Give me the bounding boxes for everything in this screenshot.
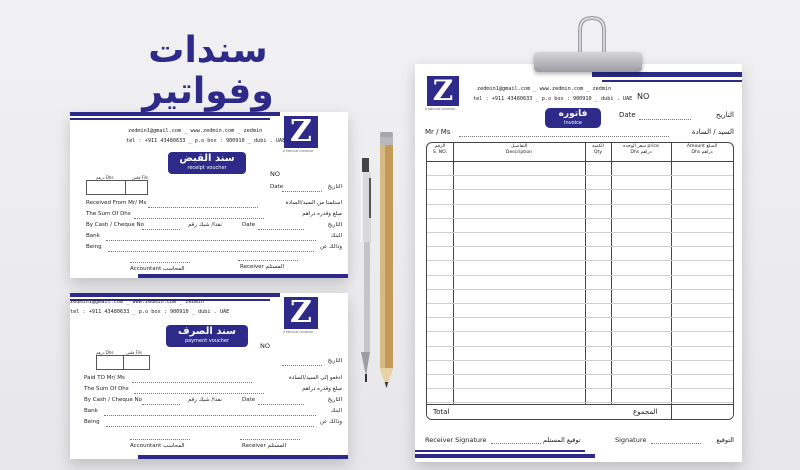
- accountant-label: Accountant المحاسب: [130, 443, 185, 449]
- amount-box-label-dhs: درهم Dhs: [96, 350, 114, 355]
- header-unit-price: سعر الوحده price Dhs دراهم: [623, 144, 659, 155]
- title-english: Invoice: [564, 120, 582, 126]
- cheque-label: By Cash / Cheque No: [84, 397, 142, 403]
- receiver-signature-label: Receiver Signature: [425, 436, 487, 444]
- signature-line[interactable]: [651, 443, 701, 444]
- customer-label-ar: السيد / السادة: [691, 128, 734, 136]
- company-logo: Z: [427, 76, 459, 106]
- voucher-title-badge: [166, 325, 248, 347]
- signature-label-ar: التوقيع: [716, 436, 734, 444]
- accountant-signature-line[interactable]: [130, 439, 190, 440]
- table-row[interactable]: [427, 388, 733, 389]
- date-label-en: Date: [619, 111, 636, 119]
- table-row[interactable]: [427, 232, 733, 233]
- receiver-signature-line[interactable]: [238, 260, 298, 261]
- number-label: NO: [270, 170, 280, 178]
- table-row[interactable]: [427, 218, 733, 219]
- number-label: NO: [260, 342, 270, 350]
- receiver-label: Receiver المستلم: [240, 264, 284, 270]
- table-row[interactable]: [427, 289, 733, 290]
- date-label-ar: التاريخ: [715, 111, 734, 119]
- bottom-stripe: [70, 451, 348, 459]
- accountant-label: Accountant المحاسب: [130, 266, 185, 272]
- received-from-label: Received From Mr/ Ms: [86, 200, 147, 206]
- contact-line-1: zedmin1@gmail.com _ www.zedmin.com _ zedmin: [477, 86, 612, 92]
- bottom-stripe: [415, 454, 595, 458]
- logo-caption: Z MEDIAN COMPANY: [283, 330, 314, 334]
- being-label: Being: [86, 244, 102, 250]
- receipt-voucher: [70, 112, 348, 278]
- sum-label: The Sum Of Dhs: [86, 211, 131, 217]
- table-row[interactable]: [427, 260, 733, 261]
- date-label-ar: التاريخ: [327, 358, 342, 364]
- bank-label: Bank: [86, 233, 100, 239]
- contact-line-2: tel : +911 43480633 _ p.o box : 900910 _ dubi . UAE: [70, 309, 230, 315]
- sum-label-ar: مبلغ وقدره دراهم: [302, 211, 342, 217]
- bottom-stripe-thin: [415, 450, 585, 452]
- binder-clip-icon: [574, 16, 610, 56]
- received-from-field[interactable]: [148, 207, 258, 208]
- amount-box[interactable]: [96, 355, 150, 370]
- header-sno: الرقم S. NO.: [432, 144, 448, 155]
- logo-caption: Z MEDIAN COMPANY: [283, 149, 314, 153]
- header-amount: Amount المبلغ Dhs دراهم: [686, 144, 718, 155]
- amount-box-label-dhs: درهم Dhs: [96, 175, 114, 180]
- date-label-ar: التاريخ: [327, 184, 342, 190]
- title-arabic: سند الصرف: [177, 326, 237, 337]
- signature-label: Signature: [615, 436, 647, 444]
- sum-label: The Sum Of Dhs: [84, 386, 129, 392]
- received-from-label-ar: استلمنا من السيد/السادة: [285, 200, 342, 206]
- bank-label-ar: البنك: [330, 233, 342, 239]
- total-label-ar: المجموع: [633, 408, 658, 416]
- paid-to-field[interactable]: [132, 382, 252, 383]
- cheque-date-label-ar: التاريخ: [327, 222, 342, 228]
- date-label-en: Date: [270, 184, 284, 190]
- total-row: [427, 404, 733, 419]
- table-row[interactable]: [427, 374, 733, 375]
- contact-line-1: zedmin1@gmail.com _ www.zedmin.com _ zedmin: [128, 128, 263, 134]
- cheque-date-label: Date: [242, 222, 256, 228]
- cheque-field[interactable]: [142, 404, 180, 405]
- binder-clip-base: [534, 52, 642, 72]
- receiver-signature-line[interactable]: [240, 439, 300, 440]
- table-row[interactable]: [427, 317, 733, 318]
- being-label-ar: وذالك عن: [319, 419, 342, 425]
- receiver-label: Receiver المستلم: [242, 443, 286, 449]
- table-row[interactable]: [427, 204, 733, 205]
- cheque-label-ar: نقدا/ شيك رقم: [188, 222, 222, 228]
- bank-field[interactable]: [104, 415, 316, 416]
- paid-to-label-ar: ادفعو إلى السيد/السادة: [288, 375, 342, 381]
- cheque-label-ar: نقدا/ شيك رقم: [188, 397, 222, 403]
- invoice-items-table: [426, 142, 734, 420]
- header-qty: الكميه Qty: [592, 144, 604, 155]
- mechanical-pencil: [358, 158, 374, 382]
- title-english: receipt voucher: [187, 165, 227, 171]
- being-field[interactable]: [108, 251, 314, 252]
- paid-to-label: Paid TO Mr/ Ms: [84, 375, 125, 381]
- invoice-title-badge: [545, 108, 601, 128]
- amount-box[interactable]: [86, 180, 148, 195]
- header-description: التفاصيل Description: [505, 144, 533, 155]
- customer-field[interactable]: [459, 136, 669, 137]
- being-label-ar: وذالك عن: [319, 244, 342, 250]
- sum-field[interactable]: [134, 218, 264, 219]
- bottom-stripe: [70, 270, 348, 278]
- contact-line-1: zedmin1@gmail.com _ www.zedmin.com _ zedmin: [70, 299, 205, 305]
- cheque-label: By Cash / Cheque No: [86, 222, 144, 228]
- top-stripe: [592, 72, 742, 77]
- contact-line-2: tel : +911 43480633 _ p.o box : 900910 _ dubi . UAE: [473, 96, 633, 102]
- voucher-title-badge: [168, 152, 246, 174]
- title-arabic: فاتوره: [558, 109, 588, 119]
- table-row[interactable]: [427, 175, 733, 176]
- company-logo: Z: [284, 297, 318, 329]
- table-row[interactable]: [427, 189, 733, 190]
- table-row[interactable]: [427, 346, 733, 347]
- sum-field[interactable]: [134, 393, 264, 394]
- table-row[interactable]: [427, 275, 733, 276]
- pencil: [376, 130, 398, 392]
- number-label: NO: [637, 92, 650, 101]
- table-row[interactable]: [427, 303, 733, 304]
- page-title: سندات وفواتير: [142, 30, 274, 112]
- amount-box-label-fils: فلس Fils: [132, 175, 148, 180]
- receiver-signature-line[interactable]: [491, 443, 541, 444]
- customer-label: Mr / Ms: [425, 128, 451, 136]
- cheque-date-field[interactable]: [258, 404, 304, 405]
- accountant-signature-line[interactable]: [130, 262, 190, 263]
- company-logo: Z: [284, 116, 318, 148]
- bank-field[interactable]: [106, 240, 316, 241]
- sum-label-ar: مبلغ وقدره دراهم: [302, 386, 342, 392]
- being-field[interactable]: [106, 426, 314, 427]
- title-arabic: سند القبض: [179, 153, 235, 164]
- table-row[interactable]: [427, 360, 733, 361]
- bank-label-ar: البنك: [330, 408, 342, 414]
- top-stripe-thin: [602, 80, 742, 82]
- contact-line-2: tel : +911 43480633 _ p.o box : 900910 _ dubi . UAE: [126, 138, 286, 144]
- payment-voucher: [70, 293, 348, 459]
- cheque-date-field[interactable]: [258, 229, 304, 230]
- amount-box-label-fils: فلس Fils: [126, 350, 142, 355]
- being-label: Being: [84, 419, 100, 425]
- total-label: Total: [433, 408, 450, 416]
- receiver-signature-label-ar: توقيع المستلم: [543, 436, 581, 444]
- table-row[interactable]: [427, 331, 733, 332]
- table-row[interactable]: [427, 246, 733, 247]
- date-field[interactable]: [639, 119, 691, 120]
- logo-caption: Z MEDIAN COMPANY: [425, 107, 456, 111]
- bank-label: Bank: [84, 408, 98, 414]
- cheque-date-label: Date: [242, 397, 256, 403]
- cheque-field[interactable]: [142, 229, 180, 230]
- cheque-date-label-ar: التاريخ: [327, 397, 342, 403]
- title-english: payment voucher: [184, 338, 230, 344]
